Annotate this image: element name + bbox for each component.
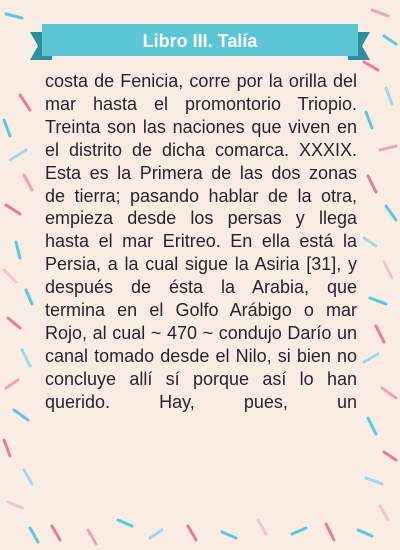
title-ribbon	[30, 22, 370, 60]
page-body-text: costa de Fenicia, corre por la orilla del mar hasta el promontorio Triopio. Treinta son las naciones que viven en el distrito de dicha comarca. XXXIX. Esta es la Primera de las dos zonas de tierra; pasando hablar de la otra, empieza desde los persas y llega hasta el mar Eritreo. En ella está la Persia, a la cual sigue la Asiria [31], y después de ésta la Arabia, que termina en el Golfo Arábigo o mar Rojo, al cual ~ 470 ~ condujo Darío un canal tomado desde el Nilo, si bien no concluye allí sí porque así lo han querido. Hay, pues, un	[45, 71, 357, 412]
book-title: Libro III. Talía	[142, 31, 258, 51]
